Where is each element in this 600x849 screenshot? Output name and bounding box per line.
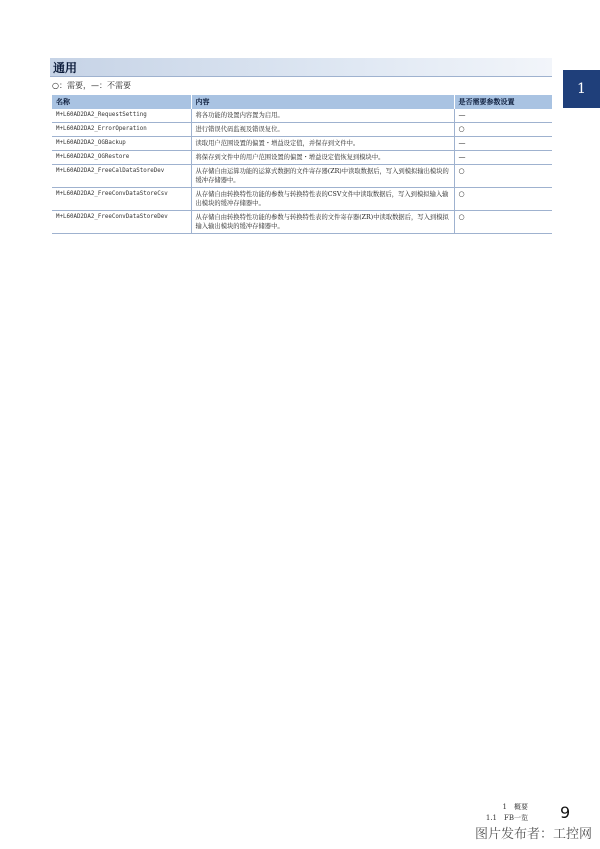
legend-text: ○：需要，—：不需要 — [52, 81, 131, 90]
header-param-setting: 是否需要参数设置 — [454, 95, 552, 109]
section-header-bar — [50, 58, 552, 77]
header-name: 名称 — [52, 95, 191, 109]
fb-name: M+L60AD2DA2_OGBackup — [52, 137, 191, 151]
fb-name: M+L60AD2DA2_FreeCalDataStoreDev — [52, 165, 191, 188]
fb-name: M+L60AD2DA2_RequestSetting — [52, 109, 191, 123]
fb-param-mark: ○ — [454, 211, 552, 234]
footer-chapter: 1 概要 — [502, 803, 528, 811]
section-title: 通用 — [53, 61, 78, 75]
fb-param-mark: ○ — [454, 188, 552, 211]
table-row — [52, 137, 552, 151]
fb-name: M+L60AD2DA2_OGRestore — [52, 151, 191, 165]
watermark: 图片发布者：工控网 — [474, 827, 592, 842]
fb-param-mark: — — [454, 137, 552, 151]
footer-section: 1.1 FB一览 — [485, 814, 528, 822]
table-row — [52, 211, 552, 234]
fb-param-mark: ○ — [454, 165, 552, 188]
fb-content: 从存储自由运算功能的运算式数据的文件寄存器(ZR)中读取数据后，写入到模拟输出模块的缓冲存储器中。 — [191, 165, 454, 188]
chapter-tab: 1 — [563, 70, 600, 108]
fb-name: M+L60AD2DA2_ErrorOperation — [52, 123, 191, 137]
table-row — [52, 165, 552, 188]
fb-name: M+L60AD2DA2_FreeConvDataStoreCsv — [52, 188, 191, 211]
fb-table — [52, 95, 552, 234]
fb-name: M+L60AD2DA2_FreeConvDataStoreDev — [52, 211, 191, 234]
fb-param-mark: ○ — [454, 123, 552, 137]
fb-content: 从存储自由转换特性功能的参数与转换特性表的CSV文件中读取数据后，写入到模拟输入输出模块的缓冲存储器中。 — [191, 188, 454, 211]
fb-content: 读取用户范围设置的偏置・增益设定值，并保存到文件中。 — [191, 137, 454, 151]
fb-content: 从存储自由转换特性功能的参数与转换特性表的文件寄存器(ZR)中读取数据后，写入到模拟输入输出模块的缓冲存储器中。 — [191, 211, 454, 234]
fb-content: 进行错误代码监视及错误复位。 — [191, 123, 454, 137]
table-header-row — [52, 95, 552, 109]
table-row — [52, 188, 552, 211]
fb-param-mark: — — [454, 109, 552, 123]
fb-content: 将保存到文件中的用户范围设置的偏置・增益设定值恢复到模块中。 — [191, 151, 454, 165]
page-number: 9 — [560, 803, 571, 822]
fb-content: 将各功能的设置内容置为启用。 — [191, 109, 454, 123]
table-row — [52, 109, 552, 123]
table-row — [52, 123, 552, 137]
header-content: 内容 — [191, 95, 454, 109]
table-row — [52, 151, 552, 165]
fb-param-mark: — — [454, 151, 552, 165]
